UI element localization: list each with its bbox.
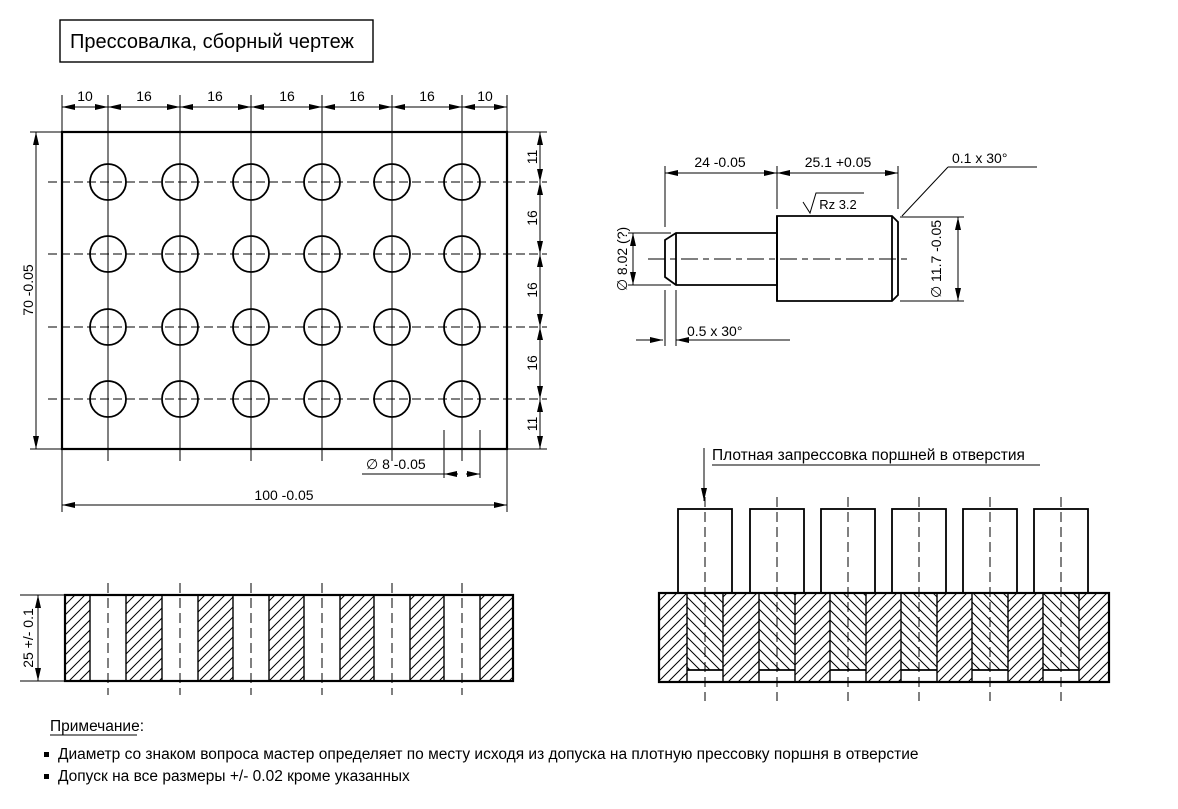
notes-section [44, 718, 919, 785]
hole-diameter-dim: ∅ 8 -0.05 [366, 456, 426, 472]
dim-side-2: 16 [524, 210, 540, 226]
notes-heading: Примечание: [50, 718, 145, 735]
piston-detail-view [614, 150, 1007, 339]
piston-small-length-dim: 24 -0.05 [694, 154, 746, 170]
piston-large-length-dim: 25.1 +0.05 [804, 154, 872, 170]
dim-top-6: 16 [419, 88, 435, 104]
dim-top-2: 16 [136, 88, 152, 104]
section-thickness-dim: 25 +/- 0.1 [20, 608, 36, 668]
plate-width-dim: 100 -0.05 [254, 487, 314, 503]
dim-side-4: 16 [524, 355, 540, 371]
dim-side-5: 11 [524, 416, 540, 432]
bullet-icon [44, 774, 49, 779]
piston-large-dia-dim: ∅ 11.7 -0.05 [928, 219, 944, 299]
piston-small-dia-dim: ∅ 8.02 (?) [614, 226, 630, 292]
dim-top-4: 16 [279, 88, 295, 104]
plate-outline [62, 132, 507, 449]
piston-right-chamfer-note: 0.1 x 30° [952, 150, 1008, 166]
roughness-value: Rz 3.2 [819, 197, 857, 212]
assembly-hatching [659, 497, 1109, 701]
plate-section-view [20, 583, 513, 695]
drawing-title: Прессовалка, сборный чертеж [70, 31, 354, 53]
dim-top-7: 10 [477, 88, 493, 104]
dim-top-5: 16 [349, 88, 365, 104]
assembly-section-view [659, 447, 1109, 701]
assembly-callout: Плотная запрессовка поршней в отверстия [712, 447, 1025, 464]
note-item-1: Диаметр со знаком вопроса мастер определяет по месту исходя из допуска на плотную прессовку поршня в отверстие [58, 746, 919, 763]
plate-height-dim: 70 -0.05 [20, 264, 36, 316]
title-box [60, 20, 373, 62]
dim-top-3: 16 [207, 88, 223, 104]
note-item-2: Допуск на все размеры +/- 0.02 кроме указанных [58, 768, 410, 785]
plate-holes-grid [48, 95, 547, 461]
section-hatching [65, 583, 513, 695]
dim-top-1: 10 [77, 88, 93, 104]
dim-side-3: 16 [524, 282, 540, 298]
dim-side-1: 11 [524, 149, 540, 165]
piston-left-chamfer-note: 0.5 x 30° [687, 323, 743, 339]
bullet-icon [44, 752, 49, 757]
